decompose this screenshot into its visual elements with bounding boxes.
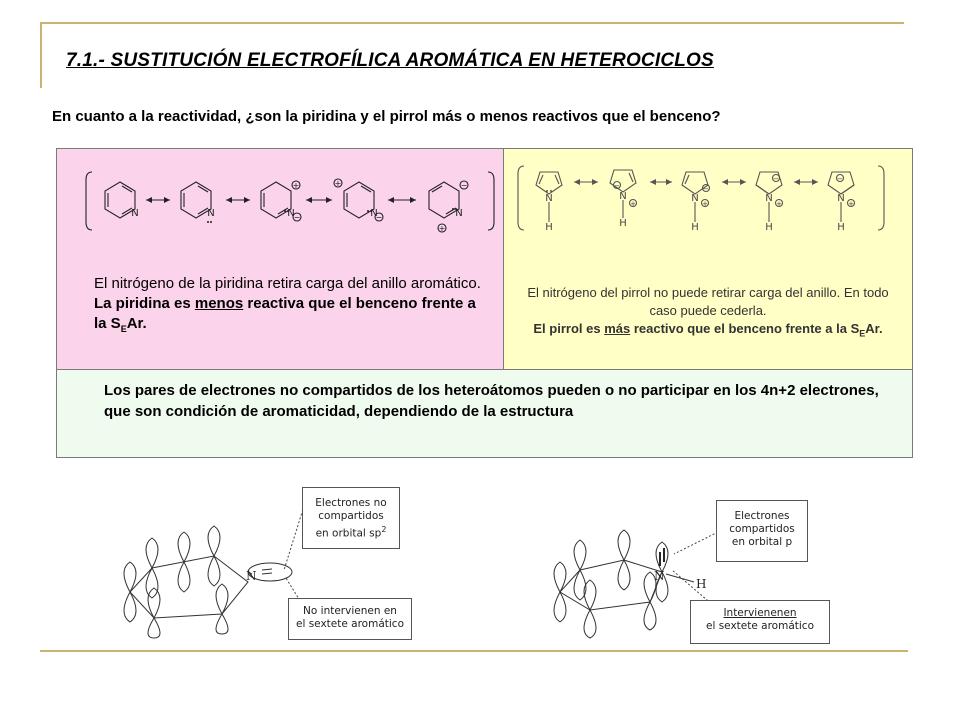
slide-title: 7.1.- SUSTITUCIÓN ELECTROFÍLICA AROMÁTICA EN HETEROCICLOS — [66, 50, 714, 71]
atom-h: H — [691, 222, 699, 233]
top-rule — [40, 22, 904, 24]
atom-n: N — [131, 208, 139, 219]
atom-h: H — [619, 218, 627, 229]
atom-h: H — [837, 222, 845, 233]
plus-charge: + — [776, 200, 782, 208]
atom-n: N — [837, 193, 845, 204]
left-rule — [40, 22, 42, 88]
plus-charge: + — [292, 181, 300, 190]
minus-charge: − — [773, 175, 779, 183]
pyridine-resonance-structures — [84, 160, 496, 244]
conclusion-text: Los pares de electrones no compartidos de los heteroátomos pueden o no participar en los 4n+2 electrones, que son condición de aromaticidad, dependiendo de la estructura — [104, 382, 879, 420]
minus-charge: − — [375, 213, 383, 222]
atom-n: N — [370, 208, 378, 219]
atom-n: N — [545, 193, 553, 204]
pyrrole-resonance-structures — [516, 160, 888, 236]
atom-n: N — [765, 193, 773, 204]
plus-charge: + — [334, 179, 342, 188]
minus-charge: − — [703, 185, 709, 193]
plus-charge: + — [630, 200, 636, 208]
atom-h: H — [696, 577, 707, 591]
pyrrole-callout-bottom: Intervienenen el sextete aromático — [690, 600, 830, 644]
atom-h: H — [545, 222, 553, 233]
bottom-rule — [40, 650, 908, 652]
atom-n: N — [691, 193, 699, 204]
plus-charge: + — [848, 200, 854, 208]
minus-charge: − — [293, 213, 301, 222]
plus-charge: + — [702, 200, 708, 208]
atom-n: N — [246, 569, 257, 583]
atom-h: H — [765, 222, 773, 233]
minus-charge: − — [837, 175, 843, 183]
atom-n: N — [287, 208, 295, 219]
plus-charge: + — [438, 224, 446, 233]
atom-n: N — [619, 191, 627, 202]
atom-n: N — [207, 208, 215, 219]
atom-n: N — [654, 569, 665, 583]
pyridine-explanation: El nitrógeno de la piridina retira carga del anillo aromático. La piridina es menos reactiva que el benceno frente a la $S_EAr$. — [94, 275, 481, 334]
minus-charge: − — [460, 181, 468, 190]
minus-charge: − — [614, 182, 620, 190]
pyrrole-callout-top: Electrones compartidos en orbital p — [716, 500, 808, 562]
pyridine-callout-top: Electrones no compartidos en orbital $sp^2$ — [302, 487, 400, 549]
pyrrole-explanation: El nitrógeno del pirrol no puede retirar carga del anillo. En todo caso puede cederla. El pirrol es más reactivo que el benceno frente a la $S_EAr$. — [527, 285, 889, 339]
pyridine-callout-bottom: No intervienen en el sextete aromático — [288, 598, 412, 640]
atom-n: N — [455, 208, 463, 219]
question-text: En cuanto a la reactividad, ¿son la piridina y el pirrol más o menos reactivos que el benceno? — [52, 108, 721, 125]
